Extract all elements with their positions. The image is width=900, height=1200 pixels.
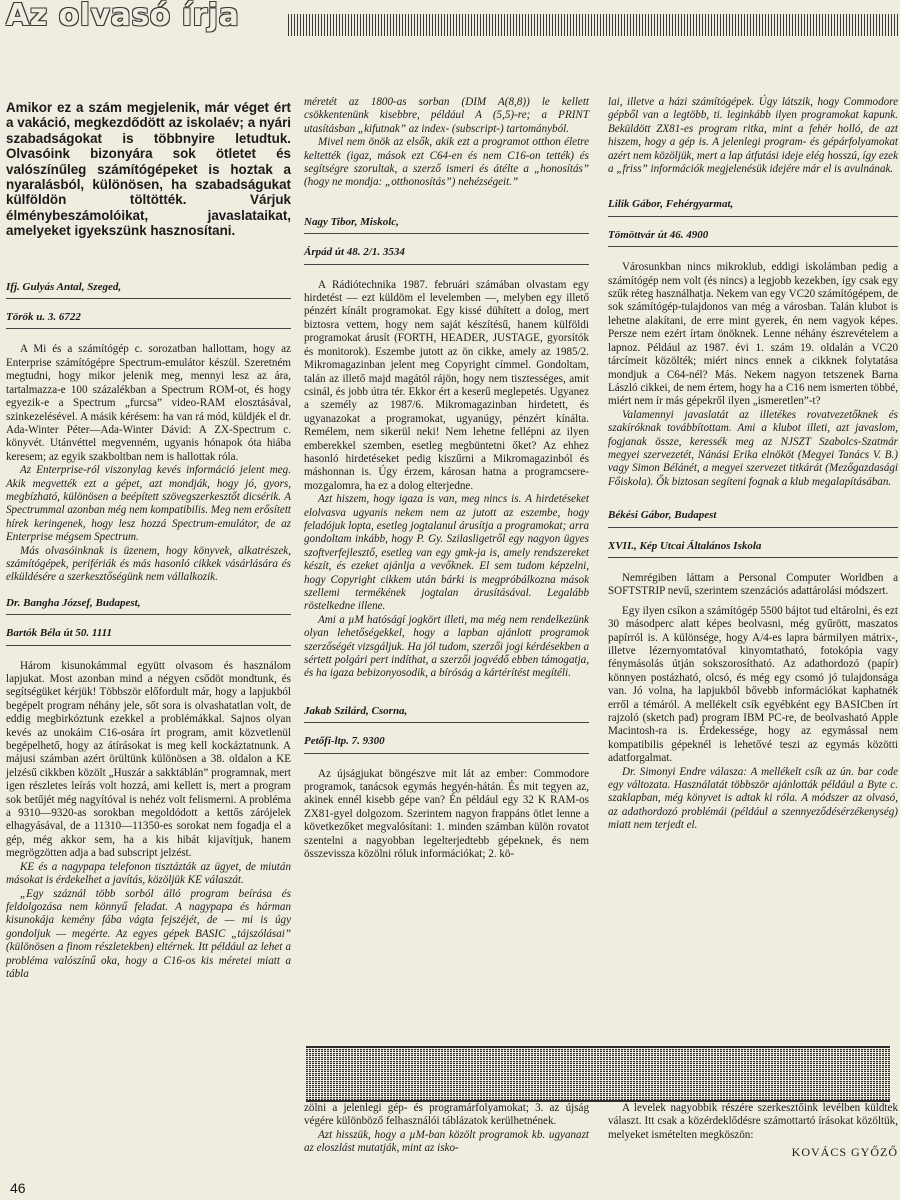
editor-reply: Dr. Simonyi Endre válasza: A mellékelt csík az ún. bar code egy változata. Használatát többször ajánlották például a Byte c. szaklapban, még könyvet is adtak ki róla. A módszer az olvasó, az adathordozó problémái (például a szennyeződésérzékenység) miatt nem terjedt el.: [608, 765, 898, 832]
bottom-column-3: [608, 1102, 898, 1160]
closing-note: A levelek nagyobbik részére szerkesztőink levélben küldtek választ. Itt csak a közérdeklődésre számottartó írásokat közöltük, melyeket ismételten megköszön:: [608, 1102, 898, 1141]
letter-address: Török u. 3. 6722: [6, 307, 291, 329]
column-1: [6, 96, 291, 981]
editor-reply: Ami a µM hatóságí jogkört illeti, ma még nem rendelkezünk olyan lehetőségekkel, hogy a lapban ajánlott programok szerzőségét vizsgáljuk. Ha jól tudom, szerzői jogi kérdésekben a sértett polgári pert indíthat, a szerzői jogvédő ebben támogatja, és ha igaza bebizonyosodik, a bíróság a kártérítést megítéli.: [304, 613, 589, 680]
softstrip-barcode-image: [306, 1046, 890, 1102]
editor-reply: lai, illetve a házi számítógépek. Úgy látszik, hogy Commodore gépből van a legtöbb, ti. leginkább ilyen programokat kapunk. Beküldött ZX81-es program ritka, mint a fehér holló, de azt hiszem, hogy a gép is. A jelenlegi program- és gépárfolyamokat azért nem közöljük, mert a lap átfutási ideje elég hosszú, így ezek a „friss” információk megjelenésük idejére már el is avulnának.: [608, 96, 898, 176]
letter-text: A Mi és a számítógép c. sorozatban hallottam, hogy az Enterprise számítógépre Spectrum-emulátor készül. Szeretném megtudni, hogy mikor jelenik meg, mennyi lesz az ára, tartalmazza-e 100 százalékban a Spectrum ROM-ot, és hogy egyezik-e a Spectrum „furcsa” video-RAM elosztásával, szinkezelésével. A másik kérésem: ha van rá mód, küldjék el dr. Ada-Winter Péter—Ada-Winter Dávid: A ZX-Spectrum c. könyvét. Utánvéttel megvenném, ugyanis hónapok óta hiába keresem; az egyik szakboltban nem is hallottak róla.: [6, 343, 291, 463]
editor-reply: „Egy száznál több sorból álló program beírása és feldolgozása nem könnyű feladat. A nagypapa és hárman kisunokája kemény fába vágta fejszéjét, de — mi is úgy gondoljuk — megérte. Az egyes gépek BASIC „tájszólásai” (különösen a finom részletekben) eltérnek. Itt például az lehet a probléma valószínű oka, hogy a C16-os kis méretei miatt a tábla: [6, 887, 291, 980]
letter-text: Egy ilyen csíkon a számítógép 5500 bájtot tud eltárolni, és ezt 30 másodperc alatt képes beolvasni, még gyűrött, maszatos papírról is. A különsége, hogy A/4-es lapra bármilyen mátrix-, illetve lézernyomtatóval kinyomtatható, fotokópia vagy fénymásolás útján sokszorosítható. Az adathordozó (papír) könnyen postázható, olcsó, és még egy csomó jó tulajdonsága van. Jó volna, ha lapjukból bővebb információkat kaphatnék erről a témáról. A mellékelt csík egyébként egy BASICben írt rajzoló (sketch pad) program IBM PC-re, de beolvasható Apple Macintosh-ra is. Érdekessége, hogy az egymással nem kompatibilis gépeknél is lehetővé teszi az egymás közötti adatforgalmat.: [608, 604, 898, 765]
section-title: Az olvasó írja: [6, 0, 240, 33]
header-rule-pattern: [288, 14, 900, 36]
column-2: [304, 96, 589, 862]
editor-reply: Azt hiszem, hogy igaza is van, meg nincs is. A hirdetéseket elolvasva ugyanis nekem nem az jutott az eszembe, hogy feladójuk lopta, esetleg jogtalanul árusítja a programokat; arra gondoltam inkább, hogy P. Gy. Szilasligetről egy nagyon ügyes szoftverfejlesztő, esetleg van egy gmk-ja is, amely rendszereket készít, és ezeket ajánlja a vevőknek. El sem tudom képzelni, hogy Copyright cikkem után bárki is megpróbálkozna mások szellemi termékének jogtalan árusításával. Legalább röstelkedne illene.: [304, 493, 589, 613]
editor-signature: KOVÁCS GYŐZŐ: [791, 1145, 898, 1160]
letter-address: XVII., Kép Utcai Általános Iskola: [608, 536, 898, 558]
letter-author: Békési Gábor, Budapest: [608, 505, 898, 527]
lead-paragraph: Amikor ez a szám megjelenik, már véget ért a vakáció, megkezdődött az iskolaév; a nyári szabadságokat is többnyire letudtuk. Olvasóink bizonyára sok ötletet és valószínűleg számítógépeket is hoztak a nyaralásból, különösen, ha szabadságukat külföldön töltötték. Várjuk élménybeszámolóikat, javaslataikat, amelyeket igyekszünk hasznosítani.: [6, 100, 291, 239]
letter-author: Dr. Bangha József, Budapest,: [6, 593, 291, 615]
editor-reply: méretét az 1800-as sorban (DIM A(8,8)) le kellett csökkentenünk kisebbre, például A (5,5)-re; a PRINT utasításban „kifutnak” az index- (subscript-) tartományból.: [304, 96, 589, 135]
letter-text: Nemrégiben láttam a Personal Computer Worldben a SOFTSTRIP nevű, szerintem szenzációs adattárolási módszert.: [608, 571, 898, 598]
letter-author: Lilik Gábor, Fehérgyarmat,: [608, 194, 898, 216]
editor-reply: Valamennyi javaslatát az illetékes rovatvezetőknek és szakíróknak továbbítottam. Ami a klubot illeti, azt javaslom, fogjanak össze, keressék meg az NJSZT Szabolcs-Szatmár megyei szervezetét, Nánási Erika elnököt (Megyei Tanács V. B.) vagy Simon Bélánét, a megyei szervezet titkárát (Mezőgazdasági Főiskola). Ők biztosan segíteni fognak a klub megalapításában.: [608, 408, 898, 488]
letter-text: Az újságjukat böngészve mit lát az ember: Commodore programok, tanácsok egymás hegyén-hátán. És mit tegyen az, akinek ennél kisebb gépe van? Én például egy 32 K RAM-os ZX81-gyel dolgozom. Szerintem nagyon frappáns ötlet lenne a következőket megvalósítani: 1. minden számban külön rovatot szentelni a nagyobban legelterjedtebb gépeknek, és nem összevissza közölni róluk információkat; 2. kö-: [304, 767, 589, 861]
editor-reply: Azt hisszük, hogy a µM-ban közölt programok kb. ugyanazt az eloszlást mutatják, mint az isko-: [304, 1128, 589, 1155]
letter-text: Városunkban nincs mikroklub, eddigi iskolámban pedig a számítógép nem volt (és nincs) a legjobb kezekben, így csak egy szűk réteg használhatja. Nekem van egy VC20 számítógépem, de sok számítógép-tulajdonos van még a városban. Talán klubot is lehetne alakítani, de erre mint gyerek, én nem vagyok képes. Persze nem ezért írtam önöknek. Lenne néhány észrevételem a lapnoz. Például az 1987. évi 1. szám 19. oldalán a VC20 tárcímeit közölték; miért nincs ennek a cikknek folytatása mondjuk a C64-nél? Más. Nekem nagyon tetszenek Barna László cikkei, de nem értem, hogy ha a C16 nem ismerten többé, miért nem ír más gépekről ilyen „ismeretlen”-t?: [608, 261, 898, 408]
bottom-column-2: [304, 1102, 589, 1156]
letter-address: Árpád út 48. 2/1. 3534: [304, 242, 589, 264]
letter-address: Bartók Béla út 50. 1111: [6, 623, 291, 645]
editor-reply: Mivel nem önök az elsők, akik ezt a programot otthon életre keltették (igaz, mások ezt C64-en és nem C16-on tették) és segítségre szorultak, a szerző ismeri és átélte a „honosítás” (hogy ne mondja: „otthonosítás”) nehézségeit.”: [304, 136, 589, 189]
letter-author: Ifj. Gulyás Antal, Szeged,: [6, 277, 291, 299]
letter-author: Nagy Tibor, Miskolc,: [304, 212, 589, 234]
letter-text: Három kisunokámmal együtt olvasom és használom lapjukat. Most azonban mind a négyen csődöt mondtunk, és segítségüket kérjük! Többször előfordult már, hogy a lapjukból begépelt program néhány jele, sőt sora is olvashatatlan volt, de eddig megbirkóztunk ezekkel a problémákkal. Sajnos olyan kevés az unokáim C16-osára írt program, amit közvetlenül begépelhető, hogy az átírásokat is meg kell kockáztatnunk. A májusi számban azért örültünk különösen a 38. oldalon a KE jelzésű cikkben közölt „Huszár a sakktáblán” programnak, mert igen részletes leírás volt hozzá, ami kellett is, mert a program sok betűjét még nagyítóval is nehéz volt felismerni. A probléma a 9310—9320-as sorokban megoldódott a kettős zárójelek elhagyásával, de a 11310—11350-es sorokat nem fogadja el a gép, még akkor sem, ha a kis hibát kijavítjuk, hanem megrögzötten adja a bad subscript jelzést.: [6, 659, 291, 860]
page-number: 46: [10, 1180, 26, 1196]
editor-reply: Más olvasóinknak is üzenem, hogy könyvek, alkatrészek, számítógépek, perifériák és más hasonló cikkek vásárlására és elküldésére a szerkesztőségünk nem vállalkozik.: [6, 544, 291, 584]
editor-reply: Az Enterprise-ról viszonylag kevés információ jelent meg. Akik megvették ezt a gépet, azt mondják, hogy jó, gyors, megbízható, különösen a beépített szövegszerkesztőt dicsérik. A Spectrummal azonban még nem kompatibilis. Meg nem erősített hírek keringenek, hogy lesz hozzá Spectrum-emulátor, de az Enterprise mégsem Spectrum.: [6, 464, 291, 544]
letter-address: Petőfi-ltp. 7. 9300: [304, 731, 589, 753]
column-3: [608, 96, 898, 833]
editor-reply: KE és a nagypapa telefonon tisztázták az ügyet, de miután másokat is érdekelhet a javítás, közöljük KE válaszát.: [6, 860, 291, 887]
letter-author: Jakab Szilárd, Csorna,: [304, 701, 589, 723]
letter-text: A Rádiótechnika 1987. februári számában olvastam egy hirdetést — ezt küldöm el levelemben —, melyben egy illető pénzért kínált programokat. Egy kissé dühített a dolog, mert biztosra vettem, hogy nem saját készítésű, hanem külföldi programokat árusít (FORTH, HEADER, JUSTAGE, gyorsítók és monitorok). Eszembe jutott az ön cikke, amely az 1985/2. Mikromagazinban jelent meg Copyright címmel. Gondoltam, talán az illető majd magától rájön, hogy nem tisztességes, amit csinál, és jobb útra tér. Ekkor ért a keserű meglepetés. Ugyanez a személy az 1987/6. Mikromagazinban hirdetett, és ugyanazokat a programokat, ugyanúgy, pénzért kínálta. Remélem, nem sikerül neki! Nem lehetne fellépni az ilyen emberekkel szemben, esetleg megbüntetni őket? Az ehhez hasonló hirdetéseket pedig kiszűrni a Mikromagazinból és máshonnan is. Úgy érzem, károsan hatna a programcsere-mozgalomra, ha ez a dolog elterjedne.: [304, 278, 589, 492]
letter-address: Tömöttvár út 46. 4900: [608, 225, 898, 247]
letter-text: zölni a jelenlegi gép- és programárfolyamokat; 3. az újság végére különböző felhasználói táblázatok kerülhetnének.: [304, 1102, 589, 1128]
header: [0, 0, 900, 40]
